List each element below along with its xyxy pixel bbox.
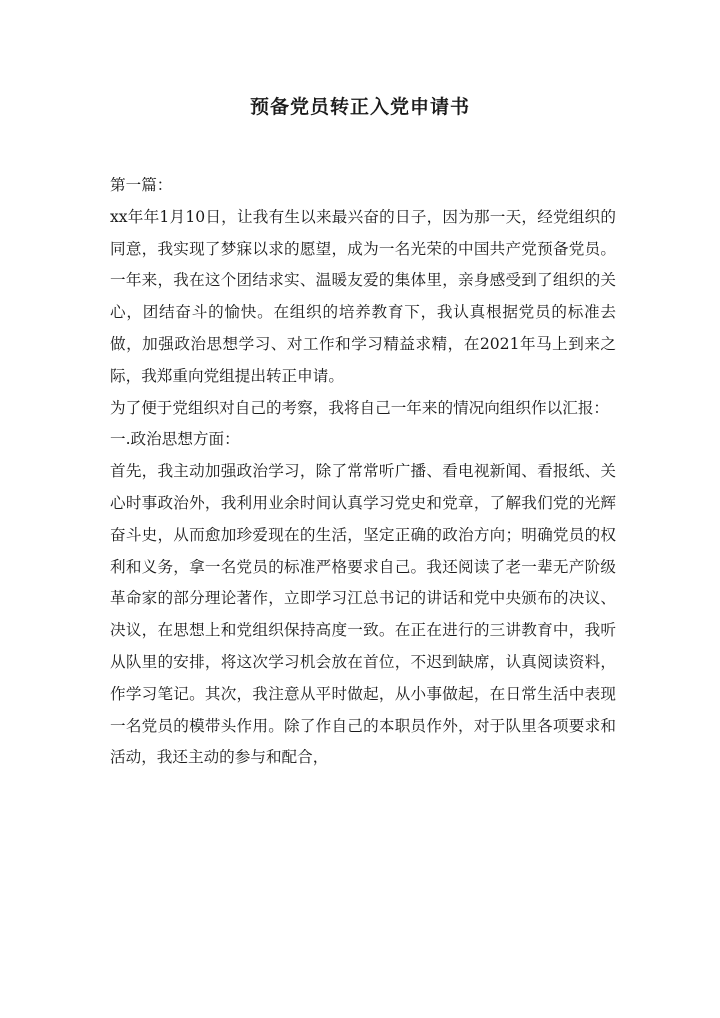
section-heading: 第一篇： — [110, 176, 173, 194]
section-heading: 一.政治思想方面： — [110, 430, 240, 449]
paragraph: 首先，我主动加强政治学习，除了常常听广播、看电视新闻、看报纸、关心时事政治外，我利用业余时间认真学习党史和党章，了解我们党的光辉奋斗史，从而愈加珍爱现在的生活，坚定正确的政治方向；明确党员的权利和义务，拿一名党员的标准严格要求自己。我还阅读了老一辈无产阶级革命家的部分理论著作，立即学习江总书记的讲话和党中央颁布的决议、决议，在思想上和党组织保持高度一致。在正在进行的三讲教育中，我听从队里的安排，将这次学习机会放在首位，不迟到缺席，认真阅读资料，作学习笔记。其次，我注意从平时做起，从小事做起，在日常生活中表现一名党员的模带头作用。除了作自己的本职员作外，对于队里各项要求和活动，我还主动的参与和配合， — [110, 462, 616, 767]
document-body — [110, 170, 616, 774]
document-title: 预备党员转正入党申请书 — [249, 96, 470, 118]
paragraph: 为了便于党组织对自己的考察，我将自己一年来的情况向组织作以汇报： — [110, 398, 610, 417]
paragraph: xx年年1月10日，让我有生以来最兴奋的日子，因为那一天，经党组织的同意，我实现了梦寐以求的愿望，成为一名光荣的中国共产党预备党员。一年来，我在这个团结求实、温暖友爱的集体里，亲身感受到了组织的关心，团结奋斗的愉快。在组织的培养教育下，我认真根据党员的标准去做，加强政治思想学习、对工作和学习精益求精，在2021年马上到来之际，我郑重向党组提出转正申请。 — [110, 207, 616, 385]
